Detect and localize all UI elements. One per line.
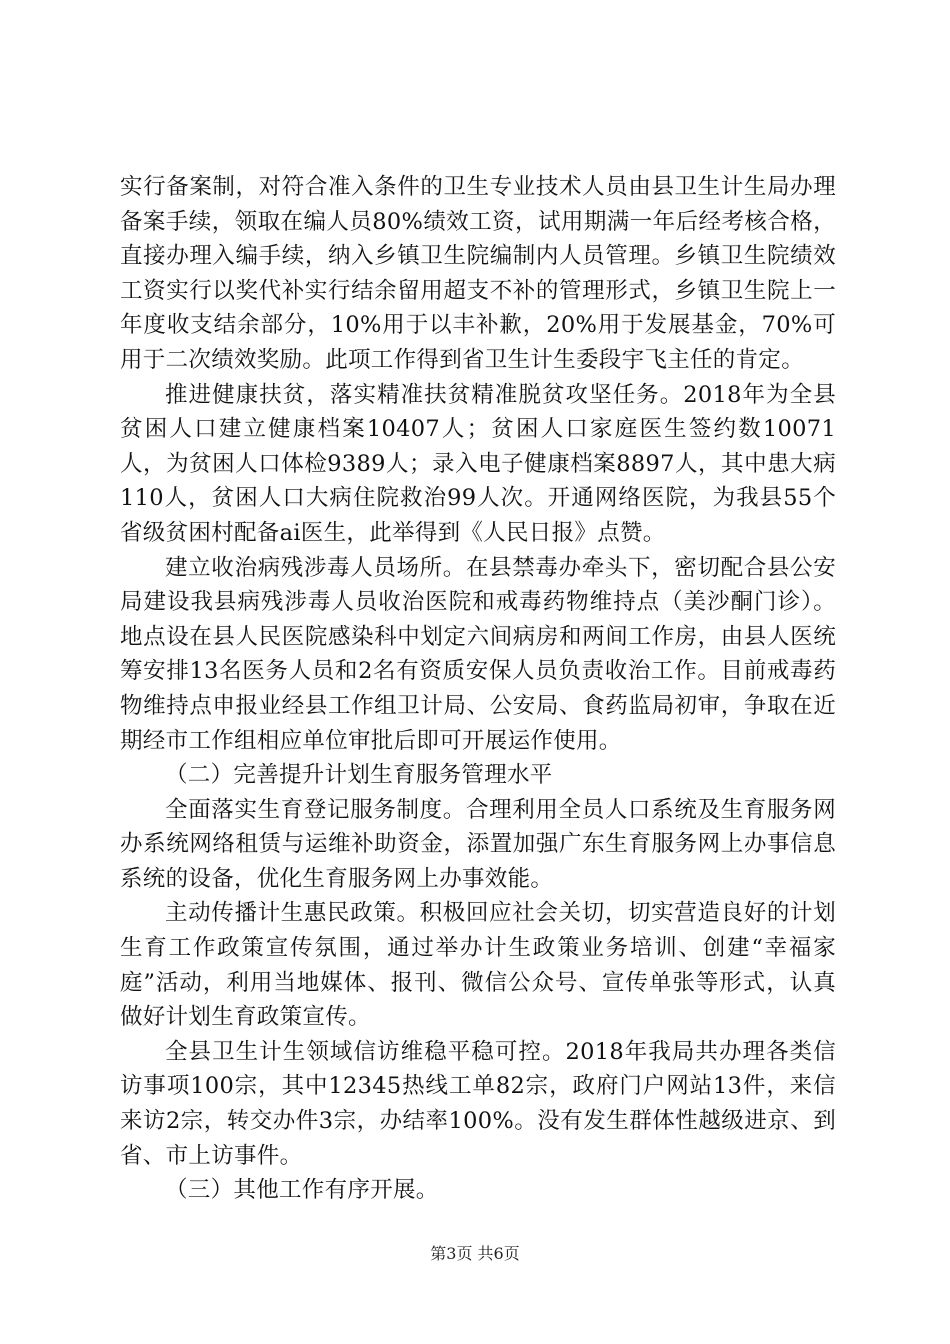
paragraph-policy-publicity: 主动传播计生惠民政策。积极回应社会关切，切实营造良好的计划生育工作政策宣传氛围，通过举办计生政策业务培训、创建“幸福家庭”活动，利用当地媒体、报刊、微信公众号、宣传单张等形式，认真做好计划生育政策宣传。	[120, 900, 836, 1031]
document-body	[120, 170, 836, 1208]
section-heading-family-planning: （二）完善提升计划生育服务管理水平	[165, 762, 553, 789]
paragraph-drug-treatment-facility: 建立收治病残涉毒人员场所。在县禁毒办牵头下，密切配合县公安局建设我县病残涉毒人员收治医院和戒毒药物维持点（美沙酮门诊）。地点设在县人民医院感染科中划定六间病房和两间工作房，由县人医统筹安排13名医务人员和2名有资质安保人员负责收治工作。目前戒毒药物维持点申报业经县工作组卫计局、公安局、食药监局初审，争取在近期经市工作组相应单位审批后即可开展运作使用。	[120, 554, 836, 754]
paragraph-petition-stability: 全县卫生计生领域信访维稳平稳可控。2018年我局共办理各类信访事项100宗，其中12345热线工单82宗，政府门户网站13件，来信来访2宗，转交办件3宗，办结率100%。没有发生群体性越级进京、到省、市上访事件。	[120, 1038, 836, 1169]
paragraph-health-poverty-alleviation: 推进健康扶贫，落实精准扶贫精准脱贫攻坚任务。2018年为全县贫困人口建立健康档案10407人；贫困人口家庭医生签约数10071人，为贫困人口体检9389人；录入电子健康档案8897人，其中患大病110人，贫困人口大病住院救治99人次。开通网络医院，为我县55个省级贫困村配备ai医生，此举得到《人民日报》点赞。	[120, 381, 836, 546]
section-heading-other-work: （三）其他工作有序开展。	[165, 1177, 439, 1204]
page-number-footer: 第3页 共6页	[430, 1244, 520, 1263]
paragraph-performance-pay: 实行备案制，对符合准入条件的卫生专业技术人员由县卫生计生局办理备案手续，领取在编人员80%绩效工资，试用期满一年后经考核合格，直接办理入编手续，纳入乡镇卫生院编制内人员管理。乡镇卫生院绩效工资实行以奖代补实行结余留用超支不补的管理形式，乡镇卫生院上一年度收支结余部分，10%用于以丰补歉，20%用于发展基金，70%可用于二次绩效奖励。此项工作得到省卫生计生委段宇飞主任的肯定。	[120, 174, 836, 373]
paragraph-birth-registration: 全面落实生育登记服务制度。合理利用全员人口系统及生育服务网办系统网络租赁与运维补助资金，添置加强广东生育服务网上办事信息系统的设备，优化生育服务网上办事效能。	[120, 796, 836, 892]
